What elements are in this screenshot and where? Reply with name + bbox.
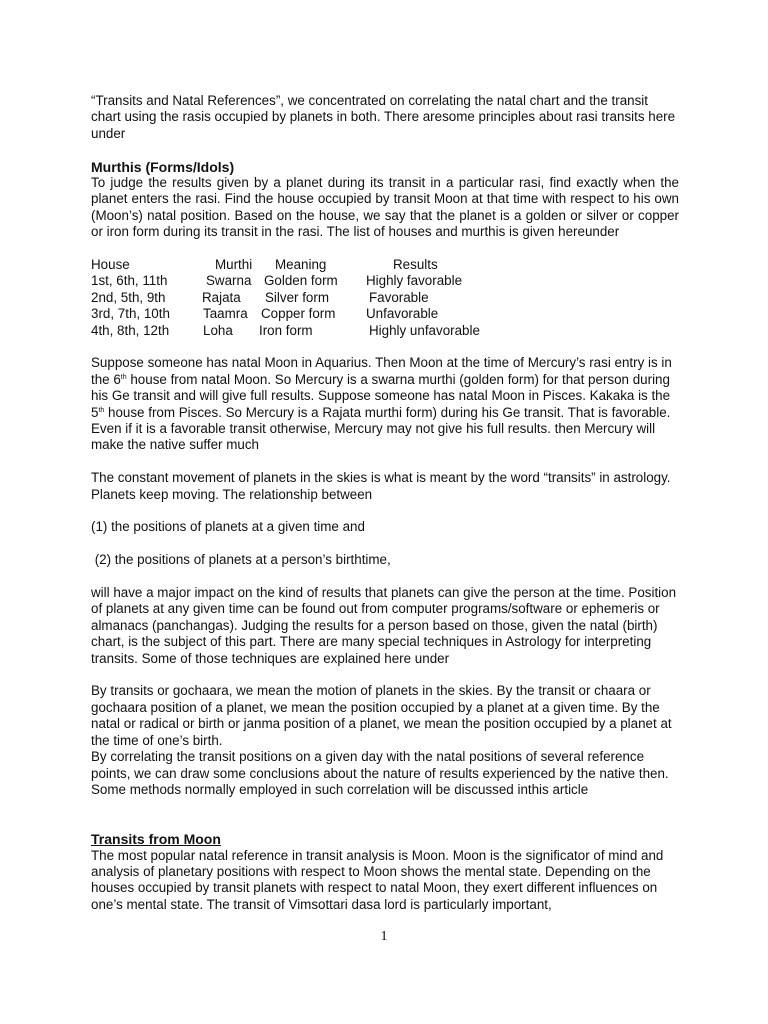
header-meaning: Meaning [275,257,327,273]
table-row [91,323,679,339]
header-house: House [91,257,130,273]
table-cell: Highly unfavorable [369,322,480,338]
ordinal-suffix: th [98,406,105,414]
murthis-heading: Murthis (Forms/Idols) [91,158,235,175]
example-text: house from natal Moon. So Mercury is a swarna murthi (golden form) for that person during his Ge transit and will give full results. Suppose someone has natal Moon in Pisces. Kakaka is the 5 [91,371,671,420]
constant-movement-paragraph: The constant movement of planets in the skies is what is meant by the word “transits” in astrology. Planets keep moving. The relationship between [91,470,671,502]
table-cell: Taamra [203,306,248,322]
table-cell: 1st, 6th, 11th [91,273,168,289]
example-text: Suppose someone has natal Moon in Aquarius. Then Moon at the time of Mercury’s rasi entry is in the 6 [91,355,672,387]
table-cell: 4th, 8th, 12th [91,322,170,338]
impact-paragraph: will have a major impact on the kind of results that planets can give the person at the time. Position of planets at any given time can be found out from computer programs/software or ephemeris or almanacs (panchangas). Judging the results for a person based on those, given the natal (birth) chart, is the subject of this part. There are many special techniques in Astrology for interpreting transits. Some of those techniques are explained here under [91,585,677,666]
murthi-table [91,257,679,339]
table-cell: Swarna [206,273,252,289]
table-cell: Favorable [369,289,429,305]
table-cell: 3rd, 7th, 10th [91,306,170,322]
moon-paragraph: The most popular natal reference in transit analysis is Moon. Moon is the significator of mind and analysis of planetary positions with respect to Moon shows the mental state. Depending on the houses occupied by transit planets with respect to natal Moon, they exert different influences on one’s mental state. The transit of Vimsottari dasa lord is particularly important, [91,847,664,912]
header-murthi: Murthi [215,257,253,273]
document-body [91,93,679,913]
list-item-1: (1) the positions of planets at a given time and [91,519,365,535]
table-cell: Loha [203,322,233,338]
intro-paragraph: “Transits and Natal References”, we concentrated on correlating the natal chart and the transit chart using the rasis occupied by planets in both. There aresome principles about rasi transits here under [91,93,676,141]
table-row [91,306,679,322]
page-number: 1 [380,929,388,944]
table-cell: Silver form [265,289,329,305]
correlating-paragraph: By correlating the transit positions on a given day with the natal positions of several reference points, we can draw some conclusions about the nature of results experienced by the native then. Some methods normally employed in such correlation will be discussed inthis article [91,749,669,797]
example-text: house from Pisces. So Mercury is a Rajata murthi form) during his Ge transit. That is favorable. Even if it is a favorable transit otherwise, Mercury may not give his full results. then Mercury will make the native suffer much [91,404,671,453]
table-cell: Golden form [264,273,338,289]
example-paragraph [91,355,679,453]
header-results: Results [393,257,438,273]
ordinal-suffix: th [120,373,127,381]
table-cell: Rajata [202,289,241,305]
table-cell: Copper form [261,306,336,322]
table-cell: Unfavorable [366,306,439,322]
table-row [91,273,679,289]
transits-from-moon-heading: Transits from Moon [91,831,221,848]
list-item-2: (2) the positions of planets at a person’s birthtime, [91,552,391,568]
gochaara-paragraph: By transits or gochaara, we mean the motion of planets in the skies. By the transit or chaara or gochaara position of a planet, we mean the position occupied by a planet at a given time. By the natal or radical or birth or janma position of a planet, we mean the position occupied by a planet at the time of one’s birth. [91,683,672,748]
table-header-row [91,257,679,273]
murthis-paragraph: To judge the results given by a planet during its transit in a particular rasi, find exactly when the planet enters the rasi. Find the house occupied by transit Moon at that time with respect to his own (Moon’s) natal position. Based on the house, we say that the planet is a golden or silver or copper or iron form during its transit in the rasi. The list of houses and murthis is given hereunder [91,175,679,240]
table-cell: Highly favorable [366,273,463,289]
table-cell: 2nd, 5th, 9th [91,289,166,305]
table-cell: Iron form [259,322,313,338]
table-row [91,290,679,306]
